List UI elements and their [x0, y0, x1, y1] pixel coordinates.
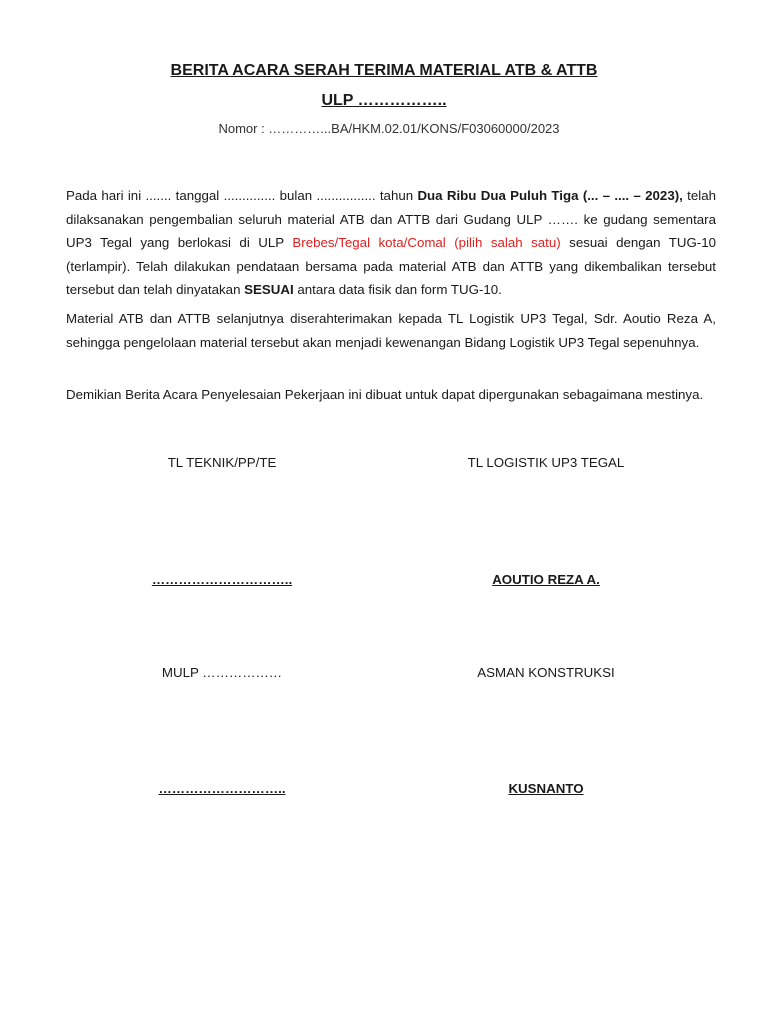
document-title: BERITA ACARA SERAH TERIMA MATERIAL ATB & ATTB — [170, 62, 598, 79]
signature-name-asman: KUSNANTO — [508, 781, 584, 796]
paragraph-handover-details — [66, 184, 716, 302]
signature-role-mulp: MULP ……………… — [161, 665, 283, 680]
paragraph1-location-options: Brebes/Tegal kota/Comal (pilih salah satu) — [292, 235, 561, 250]
signature-role-tl-logistik: TL LOGISTIK UP3 TEGAL — [467, 455, 625, 470]
signature-name-tl-logistik: AOUTIO REZA A. — [492, 572, 600, 587]
paragraph1-text-d: antara data fisik dan form TUG-10. — [293, 282, 502, 297]
document-number: Nomor : …………...BA/HKM.02.01/KONS/F03060000/2023 — [218, 121, 560, 136]
signature-role-asman: ASMAN KONSTRUKSI — [477, 665, 615, 680]
document-subtitle-ulp: ULP …………….. — [321, 92, 447, 109]
paragraph1-text-c: sesuai dengan TUG-10 (terlampir). Telah dilakukan pendataan bersama pada material ATB dan ATTB yang dikembalikan tersebut tersebut dan telah dinyatakan — [66, 235, 717, 297]
paragraph1-status: SESUAI — [244, 282, 294, 297]
paragraph1-text-b: telah dilaksanakan pengembalian seluruh material ATB dan ATTB dari Gudang ULP ……. ke gudang sementara UP3 Tegal yang berlokasi di ULP — [66, 188, 716, 250]
paragraph-closing: Demikian Berita Acara Penyelesaian Pekerjaan ini dibuat untuk dapat dipergunakan sebagaimana mestinya. — [66, 387, 704, 402]
signature-name-mulp: ……………………….. — [158, 781, 286, 796]
signature-role-tl-teknik: TL TEKNIK/PP/TE — [167, 455, 277, 470]
paragraph1-year: Dua Ribu Dua Puluh Tiga (... – .... – 2023), — [417, 188, 683, 203]
paragraph1-text-a: Pada hari ini ....... tanggal .............. bulan ................ tahun — [66, 188, 418, 203]
paragraph-transfer: Material ATB dan ATTB selanjutnya diserahterimakan kepada TL Logistik UP3 Tegal, Sdr. Aoutio Reza A, sehingga pengelolaan material tersebut akan menjadi kewenangan Bidang Logistik UP3 Tegal sepenuhnya. — [66, 311, 716, 350]
signature-name-tl-teknik: ………………………….. — [151, 572, 293, 587]
